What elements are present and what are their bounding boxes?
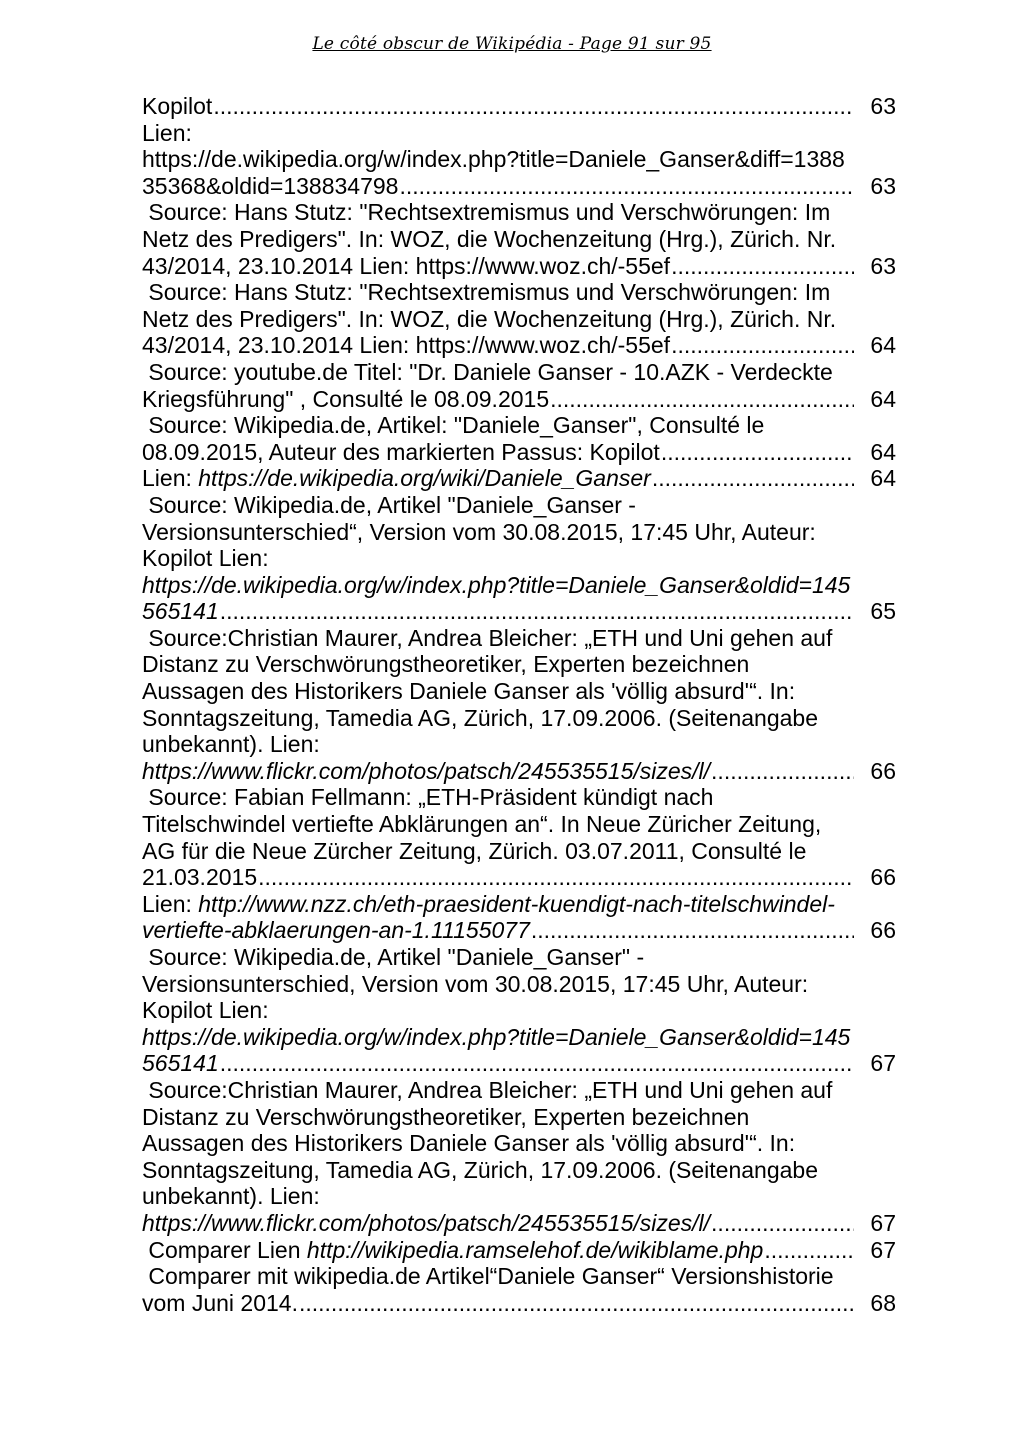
entry-text: Aussagen des Historikers Daniele Ganser als 'völlig absurd'“. In: xyxy=(142,1130,796,1157)
entry-text: Distanz zu Verschwörungstheoretiker, Experten bezeichnen xyxy=(142,1103,750,1130)
entry-text: Titelschwindel vertiefte Abklärungen an“. In Neue Züricher Zeitung, xyxy=(142,811,822,838)
entry-line xyxy=(142,1290,902,1317)
page-number: 63 xyxy=(870,252,896,279)
dot-leader xyxy=(671,253,854,280)
entry-text: Netz des Predigers". In: WOZ, die Wochenzeitung (Hrg.), Zürich. Nr. xyxy=(142,305,837,332)
entry-line xyxy=(142,917,902,944)
entry-line xyxy=(142,465,902,492)
page-number: 66 xyxy=(870,864,896,891)
entry-line xyxy=(142,1263,902,1290)
entry-line xyxy=(142,253,902,280)
dot-leader xyxy=(258,864,854,891)
dot-leader xyxy=(661,439,854,466)
page-number: 64 xyxy=(870,438,896,465)
entry-text: Distanz zu Verschwörungstheoretiker, Experten bezeichnen xyxy=(142,651,750,678)
entry-line xyxy=(142,1237,902,1264)
entry-line xyxy=(142,439,902,466)
entry-text: Comparer mit wikipedia.de Artikel“Daniele Ganser“ Versionshistorie xyxy=(142,1263,834,1290)
entry-line xyxy=(142,1024,902,1051)
entry-line xyxy=(142,1130,902,1157)
entry-line xyxy=(142,811,902,838)
page-number: 67 xyxy=(870,1236,896,1263)
entry-line xyxy=(142,572,902,599)
entry-text: 21.03.2015 xyxy=(142,864,258,891)
entry-text: 08.09.2015, Auteur des markierten Passus: Kopilot xyxy=(142,438,660,465)
entry-text: Versionsunterschied, Version vom 30.08.2015, 17:45 Uhr, Auteur: xyxy=(142,970,809,997)
entry-text: https://de.wikipedia.org/w/index.php?title=Daniele_Ganser&diff=1388 xyxy=(142,146,845,173)
entry-text: Kopilot Lien: xyxy=(142,545,269,572)
entry-text: Source: Wikipedia.de, Artikel "Daniele_Ganser - xyxy=(142,491,636,518)
reference-entry xyxy=(142,492,902,625)
entry-line xyxy=(142,173,902,200)
page-number: 66 xyxy=(870,757,896,784)
entry-text: unbekannt). Lien: xyxy=(142,731,320,758)
entry-text: Source: youtube.de Titel: "Dr. Daniele Ganser - 10.AZK - Verdeckte xyxy=(142,358,833,385)
reference-entry xyxy=(142,359,902,412)
entry-text: Source: Fabian Fellmann: „ETH-Präsident kündigt nach xyxy=(142,784,714,811)
reference-list xyxy=(142,93,902,1316)
entry-line xyxy=(142,120,902,147)
entry-text: Sonntagszeitung, Tamedia AG, Zürich, 17.09.2006. (Seitenangabe xyxy=(142,704,818,731)
entry-line xyxy=(142,412,902,439)
entry-line xyxy=(142,971,902,998)
entry-text: 43/2014, 23.10.2014 Lien: https://www.woz.ch/-55ef xyxy=(142,252,671,279)
running-header: Le côté obscur de Wikipédia - Page 91 sur 95 xyxy=(312,34,712,54)
entry-line xyxy=(142,944,902,971)
entry-text: AG für die Neue Zürcher Zeitung, Zürich. 03.07.2011, Consulté le xyxy=(142,837,807,864)
link-text[interactable]: http://www.nzz.ch/eth-praesident-kuendigt-nach-titelschwindel- xyxy=(198,890,835,917)
entry-line xyxy=(142,1210,902,1237)
entry-text: Source: Hans Stutz: "Rechtsextremismus und Verschwörungen: Im xyxy=(142,279,831,306)
dot-leader xyxy=(399,173,854,200)
reference-entry xyxy=(142,120,902,200)
entry-line xyxy=(142,386,902,413)
entry-line xyxy=(142,758,902,785)
entry-line xyxy=(142,1157,902,1184)
reference-entry xyxy=(142,944,902,1077)
entry-line xyxy=(142,519,902,546)
page-number: 67 xyxy=(870,1209,896,1236)
dot-leader xyxy=(671,332,854,359)
entry-line xyxy=(142,146,902,173)
entry-text: Kriegsführung" , Consulté le 08.09.2015 xyxy=(142,385,550,412)
reference-entry xyxy=(142,1263,902,1316)
entry-text: Netz des Predigers". In: WOZ, die Wochenzeitung (Hrg.), Zürich. Nr. xyxy=(142,225,837,252)
page-number: 67 xyxy=(870,1050,896,1077)
entry-line xyxy=(142,651,902,678)
entry-text: Source:Christian Maurer, Andrea Bleicher: „ETH und Uni gehen auf xyxy=(142,1076,833,1103)
entry-text: Source: Wikipedia.de, Artikel "Daniele_Ganser" - xyxy=(142,944,645,970)
entry-text: Lien: xyxy=(142,890,199,917)
entry-line xyxy=(142,545,902,572)
dot-leader xyxy=(764,1237,854,1264)
reference-entry xyxy=(142,1237,902,1264)
entry-text: unbekannt). Lien: xyxy=(142,1183,320,1210)
dot-leader xyxy=(213,93,854,120)
link-text[interactable]: http://wikipedia.ramselehof.de/wikiblame.php xyxy=(306,1236,764,1263)
dot-leader xyxy=(220,598,854,625)
link-text[interactable]: 565141 xyxy=(142,1050,219,1077)
page-number: 66 xyxy=(870,917,896,944)
entry-text: Lien: xyxy=(142,465,199,492)
page-number: 63 xyxy=(870,93,896,119)
reference-entry xyxy=(142,93,902,120)
entry-line xyxy=(142,1077,902,1104)
entry-line xyxy=(142,332,902,359)
entry-line xyxy=(142,997,902,1024)
entry-line xyxy=(142,864,902,891)
entry-text: Aussagen des Historikers Daniele Ganser als 'völlig absurd'“. In: xyxy=(142,678,796,705)
reference-entry xyxy=(142,412,902,465)
entry-line xyxy=(142,93,902,120)
page-number: 68 xyxy=(870,1289,896,1316)
entry-line xyxy=(142,359,902,386)
reference-entry xyxy=(142,279,902,359)
link-text[interactable]: https://de.wikipedia.org/wiki/Daniele_Ganser xyxy=(198,465,651,492)
entry-text: Versionsunterschied“, Version vom 30.08.2015, 17:45 Uhr, Auteur: xyxy=(142,518,816,545)
entry-text: Comparer Lien xyxy=(142,1236,307,1263)
dot-leader xyxy=(531,917,854,944)
entry-line xyxy=(142,199,902,226)
page-number: 63 xyxy=(870,172,896,199)
entry-line xyxy=(142,598,902,625)
entry-line xyxy=(142,705,902,732)
page-number: 64 xyxy=(870,332,896,359)
page-number: 64 xyxy=(870,465,896,492)
entry-text: Source:Christian Maurer, Andrea Bleicher: „ETH und Uni gehen auf xyxy=(142,624,833,651)
entry-line xyxy=(142,891,902,918)
dot-leader xyxy=(220,1050,854,1077)
entry-line xyxy=(142,625,902,652)
reference-entry xyxy=(142,625,902,785)
dot-leader xyxy=(711,758,854,785)
reference-entry xyxy=(142,1077,902,1237)
entry-text: Kopilot xyxy=(142,93,213,119)
entry-text: Sonntagszeitung, Tamedia AG, Zürich, 17.09.2006. (Seitenangabe xyxy=(142,1156,818,1183)
link-text[interactable]: 565141 xyxy=(142,598,219,625)
entry-line xyxy=(142,838,902,865)
entry-line xyxy=(142,1104,902,1131)
entry-line xyxy=(142,784,902,811)
reference-entry xyxy=(142,891,902,944)
link-text[interactable]: https://www.flickr.com/photos/patsch/245535515/sizes/l/ xyxy=(142,757,711,784)
entry-text: 43/2014, 23.10.2014 Lien: https://www.woz.ch/-55ef xyxy=(142,332,671,359)
entry-line xyxy=(142,279,902,306)
reference-entry xyxy=(142,784,902,890)
entry-line xyxy=(142,226,902,253)
entry-line xyxy=(142,492,902,519)
link-text[interactable]: https://de.wikipedia.org/w/index.php?title=Daniele_Ganser&oldid=145 xyxy=(142,1023,851,1050)
link-text[interactable]: https://www.flickr.com/photos/patsch/245535515/sizes/l/ xyxy=(142,1209,711,1236)
reference-entry xyxy=(142,199,902,279)
entry-text: Source: Wikipedia.de, Artikel: "Daniele_Ganser", Consulté le xyxy=(142,412,765,439)
link-text[interactable]: vertiefte-abklaerungen-an-1.11155077 xyxy=(142,917,530,944)
entry-text: Kopilot Lien: xyxy=(142,997,269,1024)
page-number: 65 xyxy=(870,598,896,625)
entry-line xyxy=(142,306,902,333)
page-number: 64 xyxy=(870,385,896,412)
link-text[interactable]: https://de.wikipedia.org/w/index.php?title=Daniele_Ganser&oldid=145 xyxy=(142,571,851,598)
entry-line xyxy=(142,678,902,705)
entry-text: Lien: xyxy=(142,119,192,146)
dot-leader xyxy=(550,386,854,413)
entry-text: Source: Hans Stutz: "Rechtsextremismus und Verschwörungen: Im xyxy=(142,199,831,226)
dot-leader xyxy=(299,1290,854,1317)
entry-line xyxy=(142,1183,902,1210)
entry-text: vom Juni 2014. xyxy=(142,1289,298,1316)
dot-leader xyxy=(652,465,854,492)
entry-line xyxy=(142,1050,902,1077)
reference-entry xyxy=(142,465,902,492)
dot-leader xyxy=(711,1210,854,1237)
entry-text: 35368&oldid=138834798 xyxy=(142,172,399,199)
entry-line xyxy=(142,731,902,758)
